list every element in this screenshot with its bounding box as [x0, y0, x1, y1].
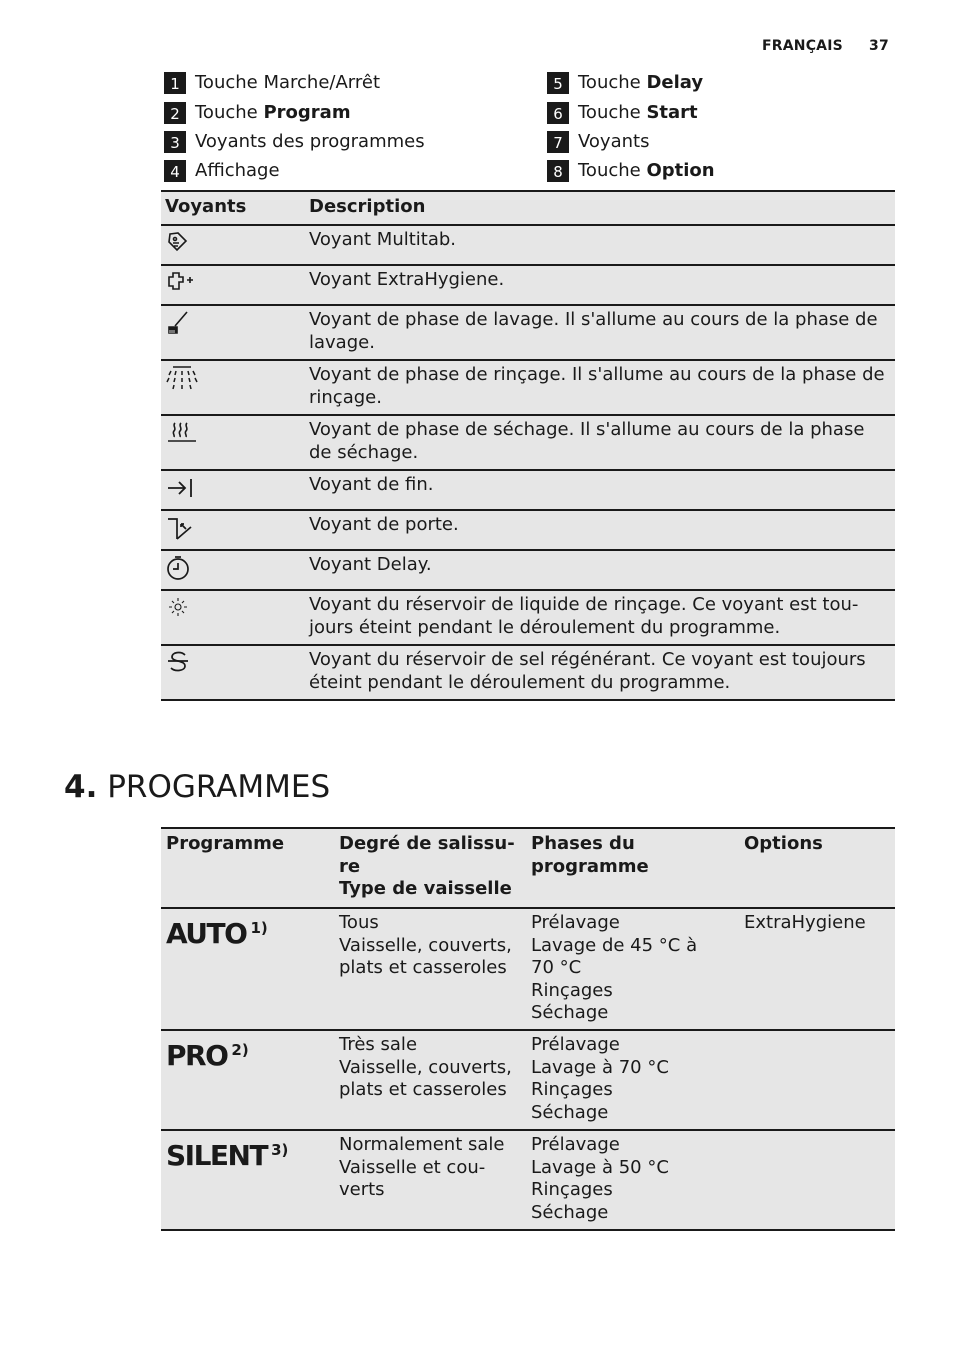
indicator-description: Voyant du réservoir de liquide de rinçage. Ce voyant est tou-jours éteint pendant le déroulement du programme. — [309, 594, 859, 638]
table-header-row — [161, 191, 895, 225]
soil-line: Normalement sale — [339, 1134, 505, 1155]
table-row — [161, 225, 895, 265]
header-line: Type de vaisselle — [339, 878, 512, 899]
legend-number: 8 — [547, 160, 569, 182]
program-options — [739, 1130, 895, 1230]
legend-item-1 — [164, 72, 380, 94]
rinse-aid-icon — [165, 595, 305, 621]
column-header-soil — [334, 828, 526, 908]
indicator-description: Voyant de phase de séchage. Il s'allume au cours de la phase de séchage. — [309, 419, 865, 463]
phase-line: Rinçages — [531, 1179, 613, 1200]
footnote-ref: 2) — [231, 1041, 249, 1059]
soil-line: Tous — [339, 912, 379, 933]
phase-line: Prélavage — [531, 1034, 620, 1055]
legend-item-8 — [547, 160, 715, 182]
legend-text: Voyants — [578, 131, 650, 152]
table-row — [161, 265, 895, 305]
phase-line: Séchage — [531, 1101, 609, 1123]
legend-bold: Program — [263, 102, 351, 123]
section-heading — [64, 769, 330, 805]
salt-icon — [165, 650, 305, 676]
legend-item-4 — [164, 160, 280, 182]
legend-text: Touche — [578, 72, 647, 93]
phase-line: Prélavage — [531, 912, 620, 933]
programs-table — [161, 827, 895, 1231]
table-row — [161, 590, 895, 645]
soil-line: Vaisselle, couverts, — [339, 934, 512, 956]
legend-text: Affichage — [195, 160, 280, 181]
table-row — [161, 1030, 895, 1130]
legend-number: 1 — [164, 72, 186, 94]
phase-line: 70 °C — [531, 957, 582, 978]
header-line: Phases du — [531, 833, 635, 854]
phase-line: Séchage — [531, 1201, 609, 1223]
table-row — [161, 908, 895, 1030]
legend-text: Voyants des programmes — [195, 131, 425, 152]
legend-number: 4 — [164, 160, 186, 182]
legend-item-6 — [547, 102, 698, 124]
page-number: 37 — [869, 38, 889, 54]
header-line: programme — [531, 855, 649, 877]
table-row — [161, 470, 895, 510]
section-title: PROGRAMMES — [107, 769, 331, 805]
phase-line: Lavage de 45 °C à — [531, 934, 698, 956]
legend-number: 3 — [164, 131, 186, 153]
program-name: AUTO $^{1)}$ — [166, 917, 268, 950]
legend-item-3 — [164, 131, 425, 153]
phase-line: Séchage — [531, 1002, 609, 1023]
legend-text: Touche — [578, 102, 647, 123]
legend-number: 2 — [164, 102, 186, 124]
header-line: Degré de salissu- — [339, 833, 515, 854]
table-row — [161, 360, 895, 415]
soil-line: Vaisselle et cou- — [339, 1156, 486, 1178]
footnote-ref: 3) — [271, 1141, 289, 1159]
header-language: FRANÇAIS — [762, 38, 843, 54]
table-row — [161, 645, 895, 700]
soil-line: verts — [339, 1179, 385, 1200]
wash-phase-icon — [165, 310, 305, 336]
column-header-description: Description — [309, 196, 426, 217]
soil-line: plats et casseroles — [339, 957, 507, 978]
legend-number: 6 — [547, 102, 569, 124]
end-icon — [165, 475, 305, 501]
column-header-options: Options — [744, 833, 823, 854]
legend-item-2 — [164, 102, 351, 124]
soil-line: Très sale — [339, 1034, 418, 1055]
indicators-table — [161, 190, 895, 701]
door-icon — [165, 515, 305, 541]
legend-bold: Start — [646, 102, 698, 123]
program-name: PRO $^{2)}$ — [166, 1039, 249, 1072]
phase-line: Rinçages — [531, 979, 613, 1001]
table-row — [161, 415, 895, 470]
extrahygiene-icon — [165, 270, 305, 294]
column-header-voyants: Voyants — [165, 196, 247, 217]
column-header-program: Programme — [166, 833, 285, 854]
program-name: SILENT $^{3)}$ — [166, 1139, 289, 1172]
multitab-icon — [165, 230, 305, 254]
legend-bold: Option — [646, 160, 715, 181]
legend-number: 5 — [547, 72, 569, 94]
legend-item-5 — [547, 72, 703, 94]
indicator-description: Voyant de phase de lavage. Il s'allume au cours de la phase de lavage. — [309, 309, 878, 353]
delay-clock-icon — [165, 555, 305, 581]
phase-line: Rinçages — [531, 1079, 613, 1100]
legend-item-7 — [547, 131, 649, 153]
column-header-phases — [526, 828, 739, 908]
legend-text: Touche — [195, 102, 264, 123]
legend-text: Touche Marche/Arrêt — [195, 72, 381, 93]
header-line: re — [339, 855, 361, 877]
drying-phase-icon — [165, 420, 305, 446]
indicator-description: Voyant Delay. — [309, 554, 432, 575]
legend-bold: Delay — [646, 72, 704, 93]
soil-line: plats et casseroles — [339, 1079, 507, 1100]
indicator-description: Voyant de phase de rinçage. Il s'allume au cours de la phase de rinçage. — [309, 364, 885, 408]
legend-number: 7 — [547, 131, 569, 153]
indicator-description: Voyant de fin. — [309, 474, 434, 495]
program-options: ExtraHygiene — [744, 912, 866, 933]
indicator-description: Voyant ExtraHygiene. — [309, 269, 505, 290]
indicator-description: Voyant Multitab. — [309, 229, 457, 250]
table-header-row — [161, 828, 895, 908]
phase-line: Prélavage — [531, 1134, 620, 1155]
rinse-phase-icon — [165, 365, 305, 391]
indicator-description: Voyant du réservoir de sel régénérant. Ce voyant est toujours éteint pendant le déroulement du programme. — [309, 649, 866, 693]
indicator-description: Voyant de porte. — [309, 514, 459, 535]
soil-line: Vaisselle, couverts, — [339, 1056, 512, 1078]
program-options — [739, 1030, 895, 1130]
phase-line: Lavage à 50 °C — [531, 1156, 669, 1178]
phase-line: Lavage à 70 °C — [531, 1056, 669, 1078]
section-number: 4. — [64, 769, 98, 805]
table-row — [161, 550, 895, 590]
table-row — [161, 305, 895, 360]
footnote-ref: 1) — [250, 919, 268, 937]
table-row — [161, 510, 895, 550]
legend-text: Touche — [578, 160, 647, 181]
table-row — [161, 1130, 895, 1230]
